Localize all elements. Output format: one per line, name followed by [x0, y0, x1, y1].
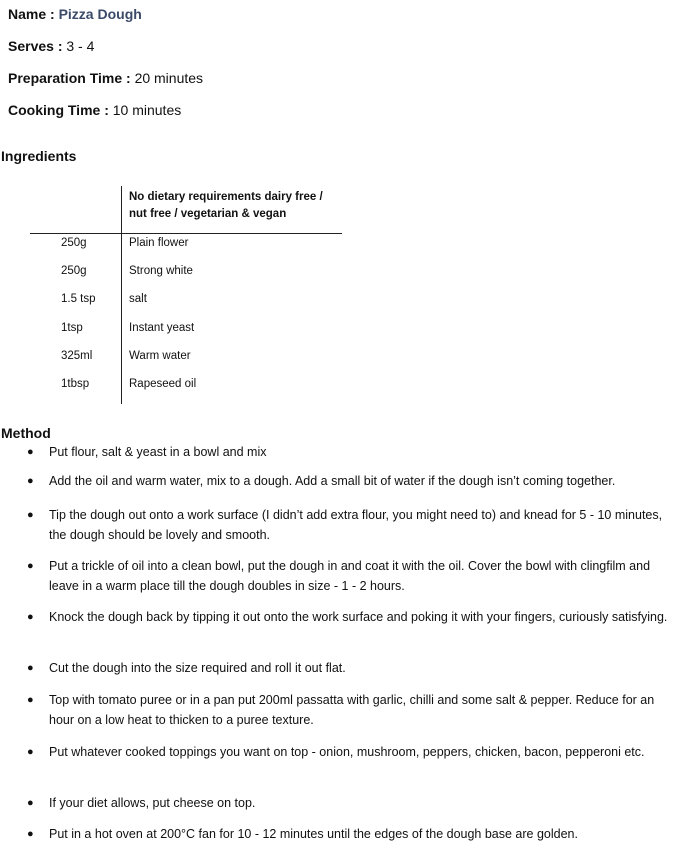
method-step-text: Cut the dough into the size required and roll it out flat. — [49, 661, 346, 675]
method-step-text: Put flour, salt & yeast in a bowl and mix — [49, 445, 267, 459]
bullet-icon: ● — [27, 746, 34, 758]
list-item — [27, 443, 677, 463]
bullet-icon: ● — [27, 797, 34, 809]
table-row — [30, 346, 342, 366]
bullet-icon: ● — [27, 475, 34, 487]
table-row — [30, 289, 342, 309]
recipe-name: Pizza Dough — [58, 6, 142, 22]
bullet-icon: ● — [27, 694, 34, 706]
bullet-icon: ● — [27, 611, 34, 623]
recipe-name-label: Name : — [8, 6, 55, 22]
serves-line — [8, 37, 94, 55]
method-step-text: Put whatever cooked toppings you want on top - onion, mushroom, peppers, chicken, bacon, pepperoni etc. — [49, 745, 645, 759]
method-step-text: Add the oil and warm water, mix to a dough. Add a small bit of water if the dough isn’t coming together. — [49, 474, 616, 488]
method-step-text: Top with tomato puree or in a pan put 200ml passatta with garlic, chilli and some salt & pepper. Reduce for an hour on a low heat to thicken to a puree texture. — [49, 693, 655, 727]
ingredient-qty: 250g — [61, 265, 87, 277]
ingredient-item: Warm water — [129, 350, 191, 362]
method-step-text: Put a trickle of oil into a clean bowl, put the dough in and coat it with the oil. Cover the bowl with clingfilm and leave in a warm place till the dough doubles in size - 1 - 2 hours. — [49, 559, 651, 593]
list-item — [27, 557, 677, 596]
ingredient-qty: 1.5 tsp — [61, 293, 96, 305]
ingredient-qty: 250g — [61, 237, 87, 249]
serves-value: 3 - 4 — [66, 38, 95, 54]
ingredients-heading: Ingredients — [1, 148, 77, 164]
recipe-name-line — [8, 5, 142, 23]
method-step-text: Tip the dough out onto a work surface (I didn’t add extra flour, you might need to) and knead for 5 - 10 minutes, the dough should be lovely and smooth. — [49, 508, 663, 542]
ingredients-table — [30, 186, 342, 404]
method-step-text: If your diet allows, put cheese on top. — [49, 796, 256, 810]
list-item — [27, 794, 677, 814]
ingredient-qty: 1tbsp — [61, 378, 90, 390]
serves-label: Serves : — [8, 38, 63, 54]
ingredient-item: Rapeseed oil — [129, 378, 197, 390]
column-header-line-2: nut free / vegetarian & vegan — [129, 208, 287, 220]
table-row — [30, 261, 342, 281]
prep-time-value: 20 minutes — [134, 70, 204, 86]
list-item — [27, 506, 677, 545]
list-item — [27, 691, 677, 730]
column-header-line-1: No dietary requirements dairy free / — [129, 191, 323, 203]
prep-time-line — [8, 69, 203, 87]
table-row — [30, 318, 342, 338]
ingredient-item: Plain flower — [129, 237, 189, 249]
list-item — [27, 825, 677, 845]
ingredient-qty: 1tsp — [61, 322, 83, 334]
table-row — [30, 233, 342, 253]
table-row — [30, 374, 342, 394]
cook-time-label: Cooking Time : — [8, 102, 109, 118]
method-step-text: Put in a hot oven at 200°C fan for 10 - 12 minutes until the edges of the dough base are golden. — [49, 827, 578, 841]
bullet-icon: ● — [27, 828, 34, 840]
bullet-icon: ● — [27, 560, 34, 572]
cook-time-value: 10 minutes — [112, 102, 182, 118]
cook-time-line — [8, 101, 181, 119]
ingredient-item: Strong white — [129, 265, 193, 277]
list-item — [27, 608, 677, 628]
method-step-text: Knock the dough back by tipping it out onto the work surface and poking it with your fingers, curiously satisfying. — [49, 610, 668, 624]
ingredient-qty: 325ml — [61, 350, 93, 362]
prep-time-label: Preparation Time : — [8, 70, 131, 86]
list-item — [27, 743, 677, 763]
ingredient-item: Instant yeast — [129, 322, 195, 334]
list-item — [27, 659, 677, 679]
bullet-icon: ● — [27, 509, 34, 521]
ingredient-item: salt — [129, 293, 147, 305]
list-item — [27, 472, 677, 492]
ingredients-column-header — [129, 189, 344, 223]
bullet-icon: ● — [27, 662, 34, 674]
bullet-icon: ● — [27, 446, 34, 458]
method-heading: Method — [1, 425, 51, 441]
